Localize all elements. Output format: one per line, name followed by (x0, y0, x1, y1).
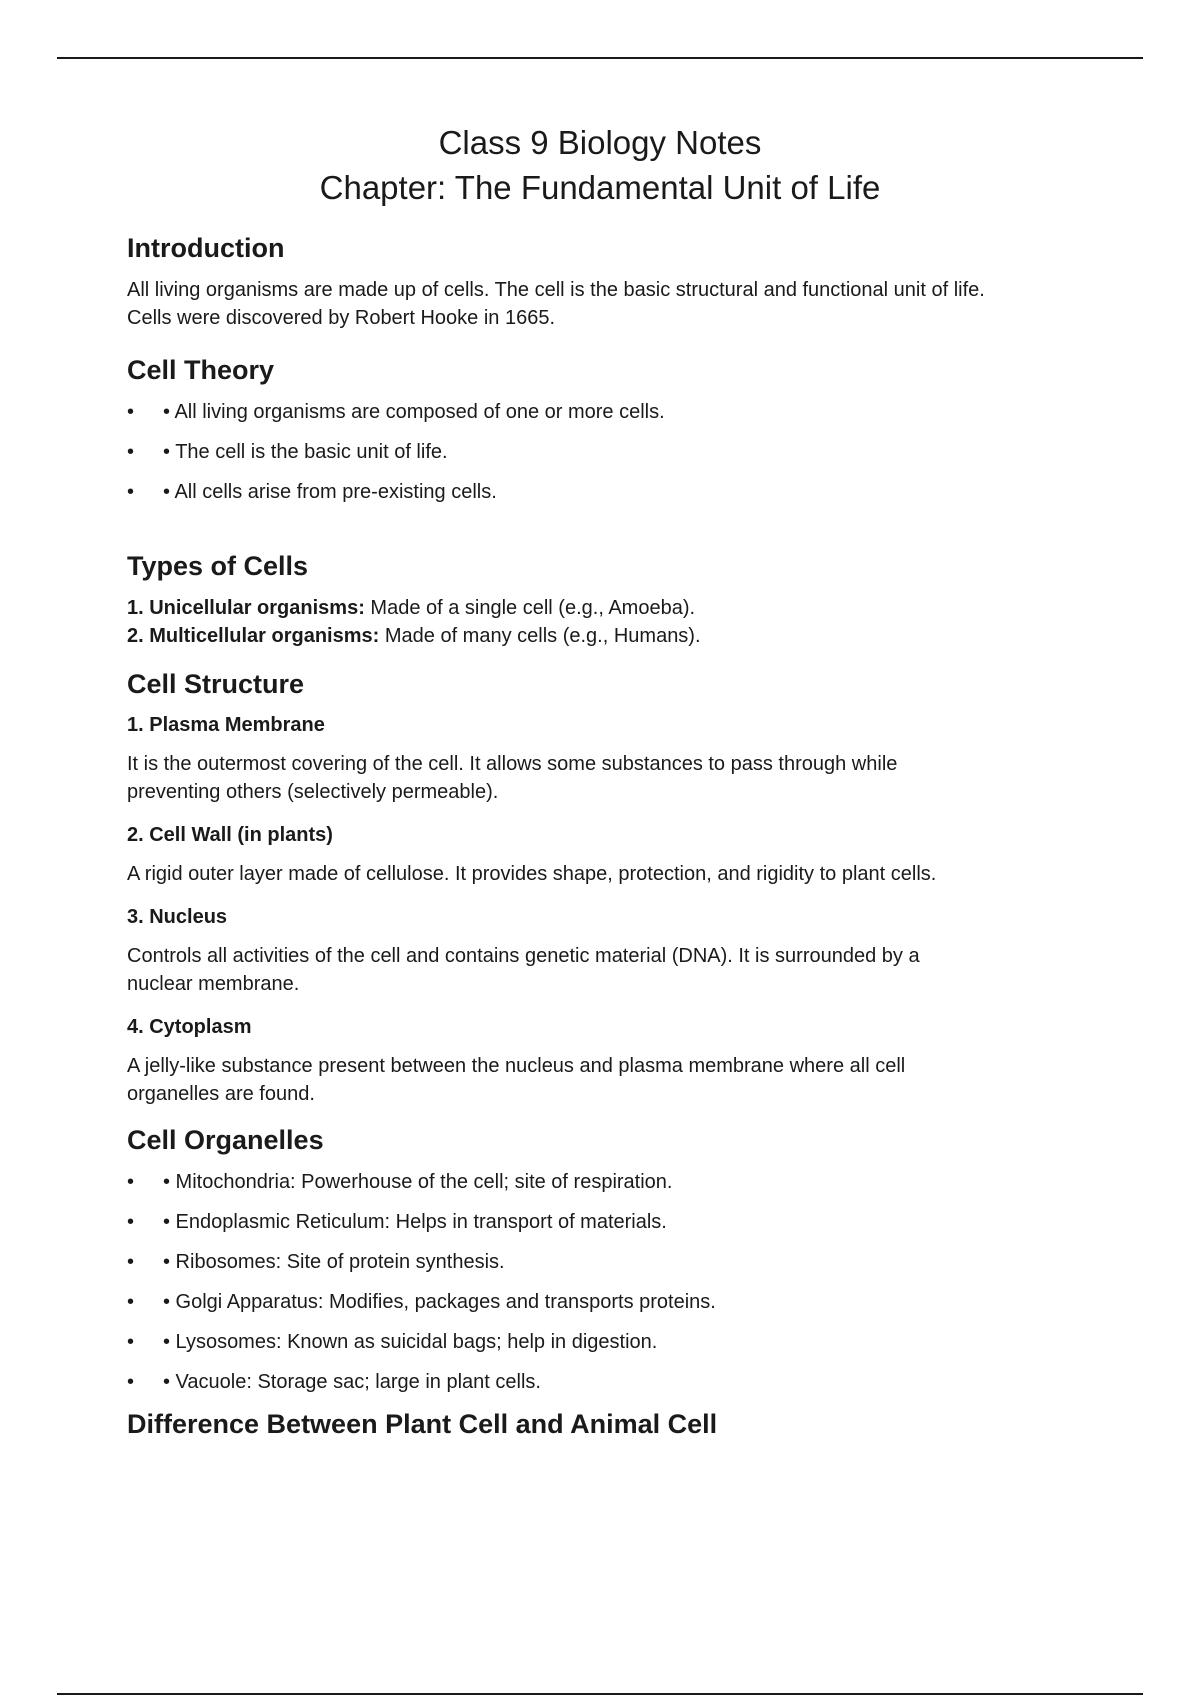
types-item-text: Made of a single cell (e.g., Amoeba). (364, 597, 696, 619)
nucleus-text (127, 942, 1087, 998)
cytoplasm-line-2: organelles are found. (127, 1083, 315, 1105)
cell-structure-section (127, 668, 1087, 1108)
types-of-cells-heading: Types of Cells (127, 551, 309, 581)
list-item-text: • Mitochondria: Powerhouse of the cell; site of respiration. (163, 1171, 673, 1193)
nucleus-title: 3. Nucleus (127, 906, 228, 928)
list-item-text: • Endoplasmic Reticulum: Helps in transport of materials. (163, 1211, 667, 1233)
bullet-icon: • (127, 1331, 135, 1353)
list-item (127, 1328, 1087, 1356)
list-item (127, 1288, 1087, 1316)
nucleus-line-2: nuclear membrane. (127, 973, 300, 995)
bullet-icon: • (127, 1371, 135, 1393)
list-item-text: • Ribosomes: Site of protein synthesis. (163, 1251, 505, 1273)
types-item-label: 1. Unicellular organisms: (127, 597, 365, 619)
cell-organelles-heading: Cell Organelles (127, 1125, 324, 1155)
bullet-icon: • (127, 1291, 135, 1313)
cell-organelles-list (127, 1168, 1087, 1396)
list-item (127, 1168, 1087, 1196)
cytoplasm-title: 4. Cytoplasm (127, 1016, 252, 1038)
list-item (127, 1368, 1087, 1396)
list-item (127, 398, 1087, 426)
types-item (127, 622, 1087, 650)
nucleus-line-1: Controls all activities of the cell and contains genetic material (DNA). It is surrounded by a (127, 945, 920, 967)
bullet-icon: • (127, 1211, 135, 1233)
plasma-membrane-title: 1. Plasma Membrane (127, 714, 325, 736)
bullet-icon: • (127, 1251, 135, 1273)
title-line-1: Class 9 Biology Notes (438, 124, 762, 161)
bullet-icon: • (127, 401, 135, 423)
introduction-heading: Introduction (127, 233, 285, 263)
document-body (127, 120, 1087, 1452)
top-rule (57, 57, 1143, 59)
list-item (127, 1248, 1087, 1276)
title-line-2: Chapter: The Fundamental Unit of Life (319, 169, 881, 206)
difference-section (127, 1408, 1087, 1440)
cell-wall-title: 2. Cell Wall (in plants) (127, 824, 333, 846)
bottom-rule (57, 1693, 1143, 1695)
types-item (127, 594, 1087, 622)
cell-wall-line-1: A rigid outer layer made of cellulose. It provides shape, protection, and rigidity to plant cells. (127, 863, 937, 885)
cell-theory-section (127, 354, 1087, 506)
types-of-cells-section (127, 550, 1087, 650)
plasma-membrane-line-1: It is the outermost covering of the cell. It allows some substances to pass through while (127, 753, 898, 775)
cytoplasm-text (127, 1052, 1087, 1108)
plasma-membrane-text (127, 750, 1087, 806)
list-item (127, 478, 1087, 506)
bullet-icon: • (127, 441, 135, 463)
introduction-section (127, 232, 1087, 332)
bullet-icon: • (127, 1171, 135, 1193)
cell-structure-heading: Cell Structure (127, 669, 305, 699)
bullet-icon: • (127, 481, 135, 503)
plasma-membrane-line-2: preventing others (selectively permeable). (127, 781, 499, 803)
list-item-text: • Vacuole: Storage sac; large in plant cells. (163, 1371, 541, 1393)
list-item (127, 438, 1087, 466)
types-item-label: 2. Multicellular organisms: (127, 625, 380, 647)
list-item-text: • All cells arise from pre-existing cells. (163, 481, 497, 503)
cell-theory-list (127, 398, 1087, 506)
page-title (127, 120, 1073, 210)
types-item-text: Made of many cells (e.g., Humans). (379, 625, 701, 647)
list-item-text: • Golgi Apparatus: Modifies, packages and transports proteins. (163, 1291, 716, 1313)
list-item-text: • The cell is the basic unit of life. (163, 441, 448, 463)
cell-theory-heading: Cell Theory (127, 355, 275, 385)
list-item-text: • All living organisms are composed of one or more cells. (163, 401, 665, 423)
cytoplasm-line-1: A jelly-like substance present between the nucleus and plasma membrane where all cell (127, 1055, 906, 1077)
introduction-line-2: Cells were discovered by Robert Hooke in 1665. (127, 307, 555, 329)
list-item-text: • Lysosomes: Known as suicidal bags; help in digestion. (163, 1331, 658, 1353)
list-item (127, 1208, 1087, 1236)
difference-heading: Difference Between Plant Cell and Animal Cell (127, 1409, 718, 1439)
cell-wall-text (127, 860, 1087, 888)
introduction-line-1: All living organisms are made up of cells. The cell is the basic structural and functional unit of life. (127, 279, 985, 301)
cell-organelles-section (127, 1124, 1087, 1396)
introduction-text (127, 276, 1087, 332)
